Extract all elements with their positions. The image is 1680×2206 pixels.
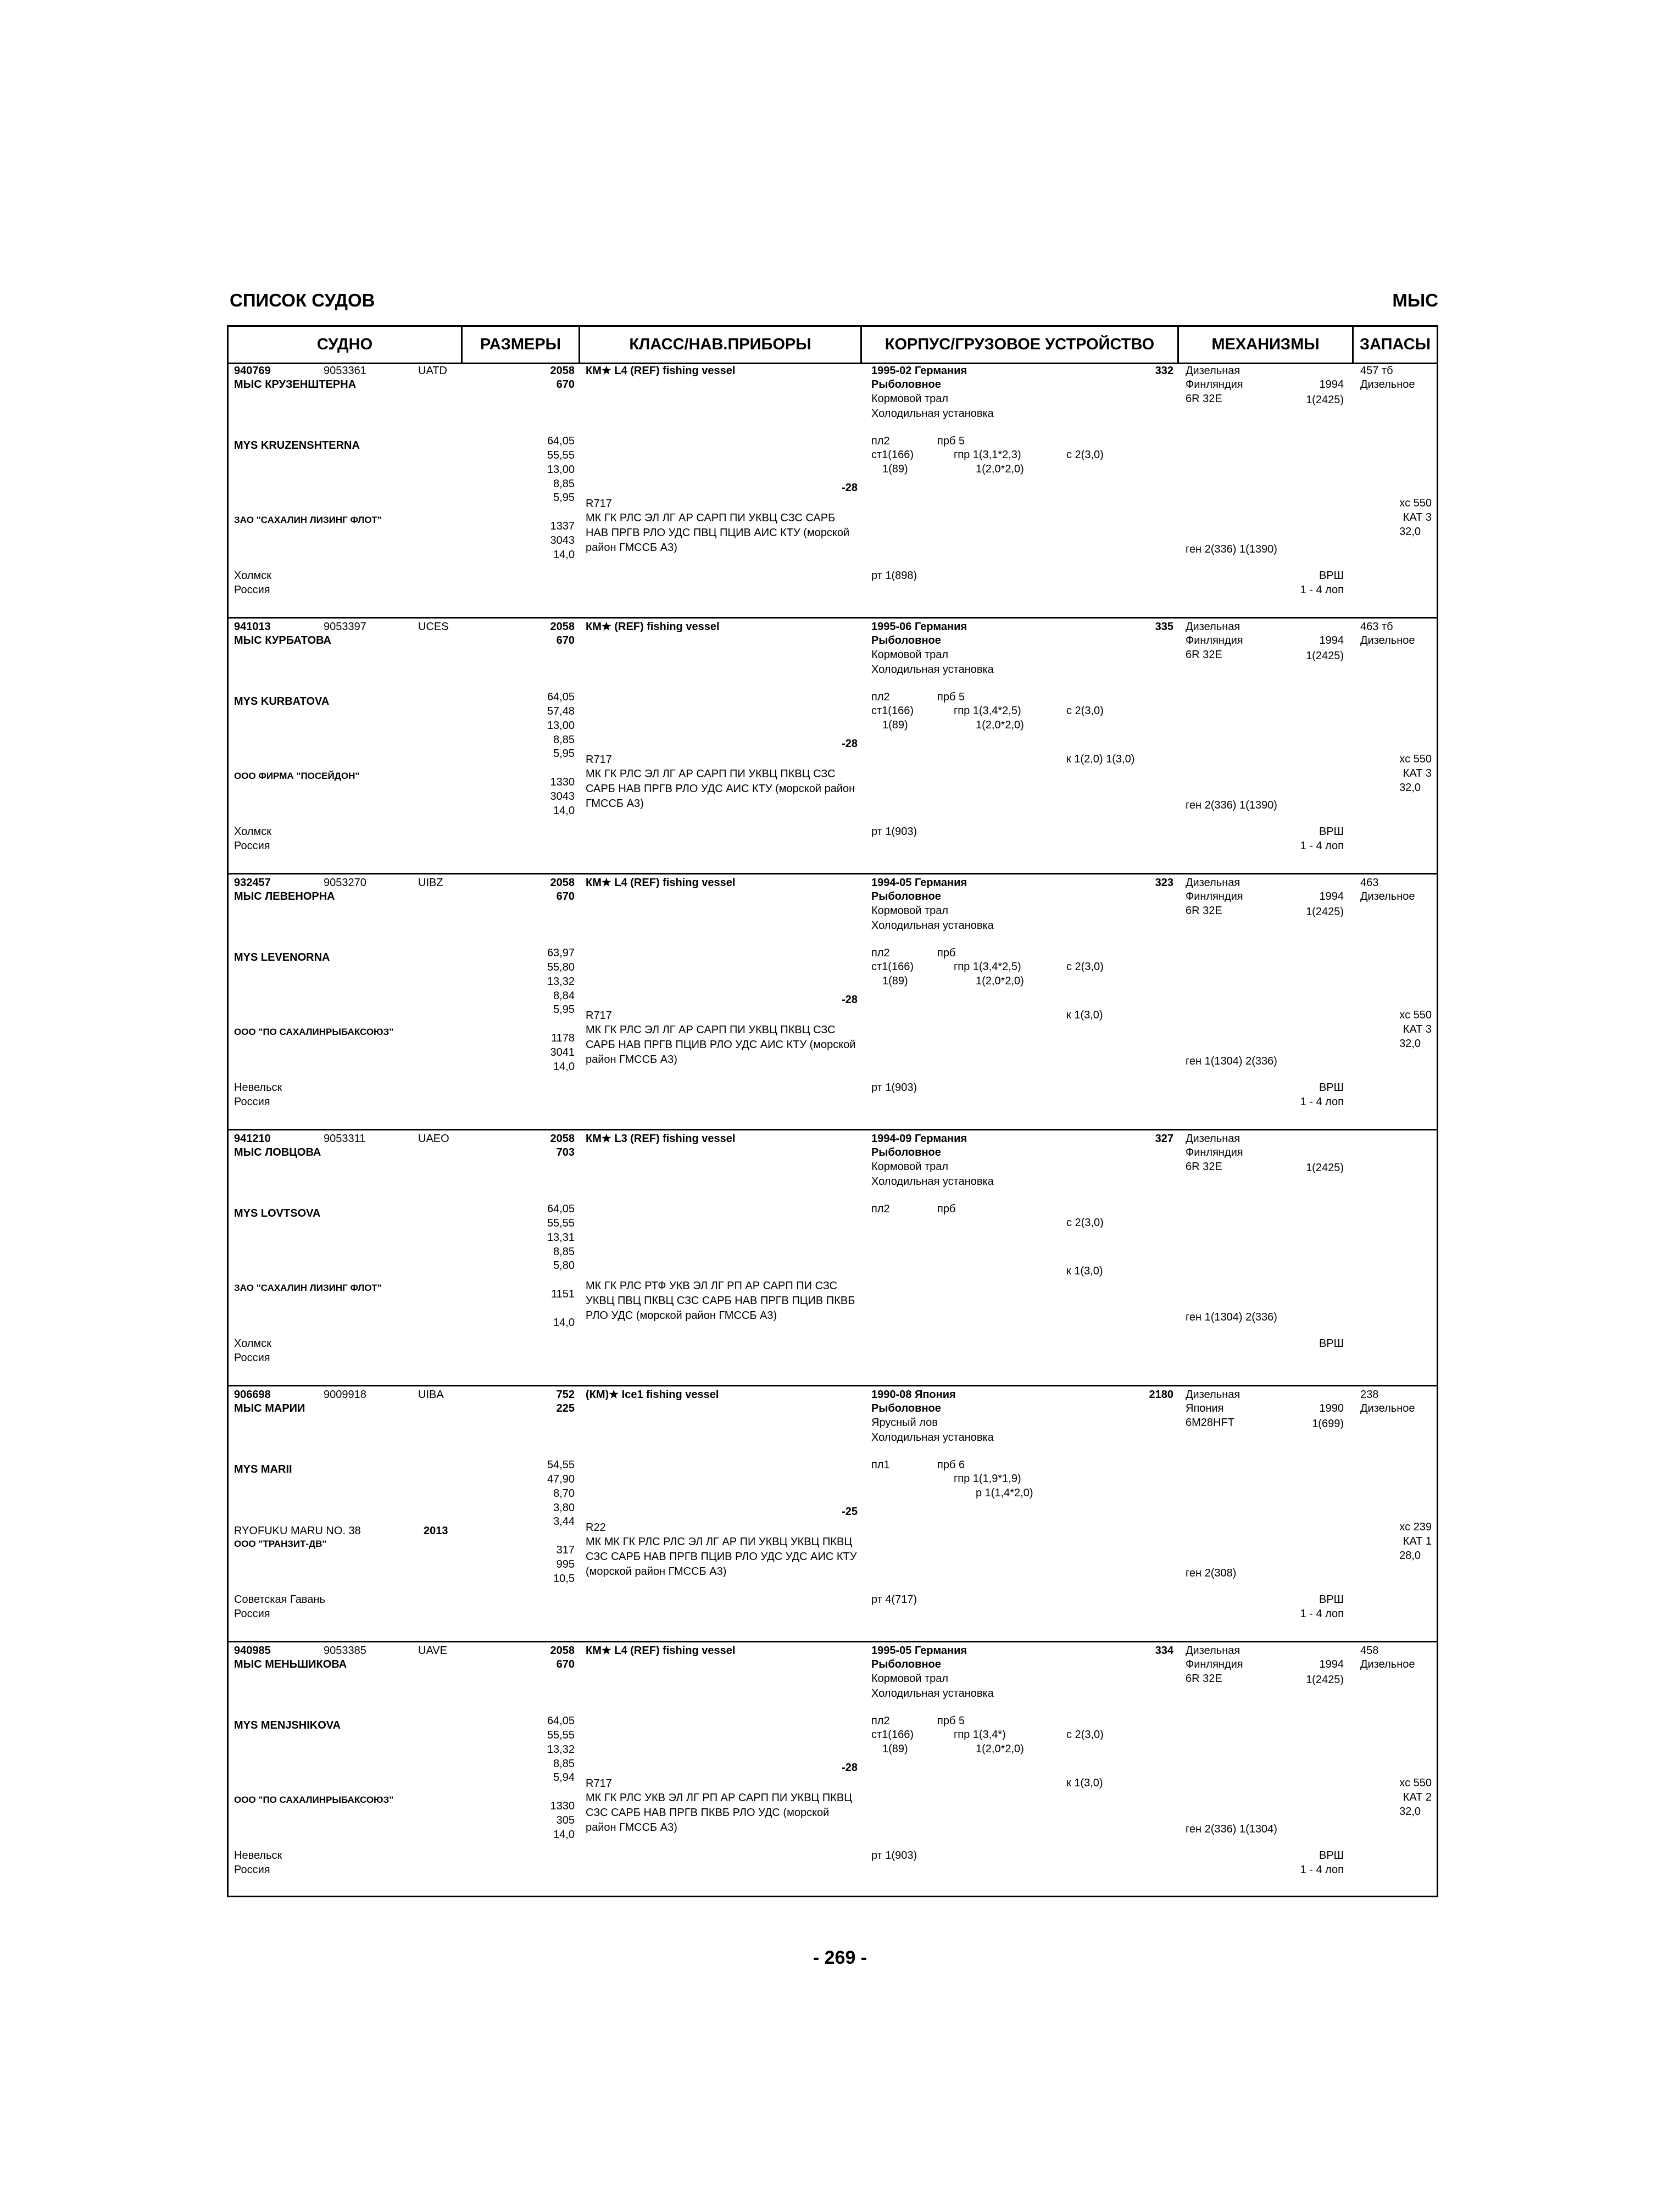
record-prop2: 1 - 4 лоп xyxy=(1300,1608,1344,1620)
record-g8: к 1(3,0) xyxy=(1066,1009,1103,1021)
record-owner: ООО "ПО САХАЛИНРЫБАКСОЮЗ" xyxy=(234,1027,394,1037)
record-eng-year: 1994 xyxy=(1319,890,1344,903)
record-eng-year: 1990 xyxy=(1319,1402,1344,1414)
record-port: Советская Гавань xyxy=(234,1594,325,1606)
record-nav: МК ГК РЛС ЭЛ ЛГ АР САРП ПИ УКВЦ ПКВЦ СЗС САРБ НАВ ПРГВ ПЦИВ РЛО УДС АИС КТУ (морской район ГМССБ А3) xyxy=(586,1024,856,1066)
record-dw1: 1178 xyxy=(550,1032,575,1044)
record-dw1: 1151 xyxy=(550,1288,575,1300)
column-header: ЗАПАСЫ xyxy=(1359,336,1431,353)
record-r: R717 xyxy=(586,1010,612,1022)
record-g4: гпр 1(3,4*2,5) xyxy=(954,961,1021,973)
record-nav: МК МК ГК РЛС РЛС ЭЛ ЛГ АР ПИ УКВЦ УКВЦ ПКВЦ СЗС САРБ НАВ ПРГВ ПЦИВ РЛО УДС УДС АИС КТУ (морской район ГМССБ А3) xyxy=(586,1536,857,1578)
record-owner: ООО "ПО САХАЛИНРЫБАКСОЮЗ" xyxy=(234,1795,394,1805)
record-dim4: 8,85 xyxy=(553,478,575,490)
record-g3: ст1(166) xyxy=(871,961,914,973)
record-g1: пл2 xyxy=(871,947,890,959)
record-dim4: 8,85 xyxy=(553,734,575,746)
record-eng1: Дизельная xyxy=(1186,1389,1240,1401)
record-g2: прб xyxy=(937,1203,956,1215)
record-hc: хс 550 xyxy=(1399,753,1432,765)
record-nav: МК ГК РЛС УКВ ЭЛ ЛГ РП АР САРП ПИ УКВЦ ПКВЦ СЗС САРБ НАВ ПРГВ ПКВБ РЛО УДС (морской район ГМССБ А3) xyxy=(586,1792,853,1834)
record-eng1: Дизельная xyxy=(1186,1133,1240,1145)
record-r: R22 xyxy=(586,1522,606,1534)
record-dim1: 64,05 xyxy=(547,1203,575,1215)
record-hc: хс 550 xyxy=(1399,497,1432,509)
record-g2: прб 5 xyxy=(937,1715,965,1727)
record-dim1: 54,55 xyxy=(547,1459,575,1471)
record-class: КМ★ L3 (REF) fishing vessel xyxy=(586,1133,736,1145)
record-rt: рт 1(903) xyxy=(871,1850,917,1862)
record-hull2: Холодильная установка xyxy=(871,664,994,676)
record-gen: ген 2(308) xyxy=(1186,1567,1237,1579)
record-hc: хс 239 xyxy=(1399,1521,1432,1533)
record-dim5: 5,95 xyxy=(553,1004,575,1016)
record-dim5: 5,95 xyxy=(553,748,575,760)
record-hull1: Ярусный лов xyxy=(871,1417,938,1429)
record-type: Рыболовное xyxy=(871,1146,941,1158)
record-name-lat: MYS MENJSHIKOVA xyxy=(234,1719,341,1731)
record-nt: 670 xyxy=(556,634,575,647)
record-ice: -28 xyxy=(842,738,858,750)
record-g1: пл2 xyxy=(871,435,890,447)
ship-record xyxy=(229,1386,1437,1642)
ship-list-table xyxy=(227,325,1438,1897)
record-dw2: 3043 xyxy=(550,790,575,803)
record-dim1: 64,05 xyxy=(547,1715,575,1727)
record-kat: КАТ 3 xyxy=(1403,767,1432,779)
record-dw2: 3041 xyxy=(550,1046,575,1059)
record-yard-no: 323 xyxy=(1155,877,1173,889)
record-eng-year: 1994 xyxy=(1319,634,1344,647)
record-owner: ЗАО "САХАЛИН ЛИЗИНГ ФЛОТ" xyxy=(234,515,382,525)
record-prop2: 1 - 4 лоп xyxy=(1300,584,1344,596)
record-yard-no: 334 xyxy=(1155,1645,1173,1657)
record-dw1: 317 xyxy=(556,1544,575,1556)
record-spd: 32,0 xyxy=(1399,526,1421,538)
record-country: Россия xyxy=(234,840,270,852)
record-spd: 32,0 xyxy=(1399,1806,1421,1818)
record-g6: 1(89) xyxy=(882,1743,908,1755)
record-type: Рыболовное xyxy=(871,1402,941,1414)
record-eng2: Финляндия xyxy=(1186,1146,1243,1158)
record-g4: гпр 1(1,9*1,9) xyxy=(954,1473,1021,1485)
record-dim2: 55,80 xyxy=(547,961,575,973)
record-fuel1: 463 тб xyxy=(1360,621,1393,633)
record-call: UAVE xyxy=(418,1645,447,1657)
record-spd: 32,0 xyxy=(1399,1038,1421,1050)
record-gt: 2058 xyxy=(550,621,575,633)
record-fuel1: 458 xyxy=(1360,1645,1379,1657)
record-reg-no: 941013 xyxy=(234,621,271,633)
record-dim3: 13,00 xyxy=(547,464,575,476)
record-name-lat: MYS KRUZENSHTERNA xyxy=(234,439,360,452)
record-g6: 1(89) xyxy=(882,719,908,731)
record-yard-no: 2180 xyxy=(1149,1389,1173,1401)
record-dw3: 14,0 xyxy=(553,1317,575,1329)
record-gt: 2058 xyxy=(550,1133,575,1145)
record-g6: 1(89) xyxy=(882,975,908,987)
record-ice: -28 xyxy=(842,1762,858,1774)
record-imo: 9053397 xyxy=(324,621,366,633)
record-yard-no: 335 xyxy=(1155,621,1173,633)
record-eng3: 6R 32E xyxy=(1186,649,1222,661)
record-ice: -25 xyxy=(842,1506,858,1518)
record-g2: прб xyxy=(937,947,956,959)
record-dw3: 14,0 xyxy=(553,1061,575,1073)
record-eng4: 1(699) xyxy=(1312,1418,1344,1430)
record-fuel1: 238 xyxy=(1360,1389,1379,1401)
record-eng-year: 1994 xyxy=(1319,1658,1344,1670)
record-class: КМ★ L4 (REF) fishing vessel xyxy=(586,877,736,889)
record-dim5: 5,80 xyxy=(553,1260,575,1272)
record-dim3: 13,32 xyxy=(547,1743,575,1756)
record-eng-year: 1994 xyxy=(1319,378,1344,391)
record-name-lat: MYS MARII xyxy=(234,1463,292,1475)
record-dim4: 3,80 xyxy=(553,1502,575,1514)
record-dw1: 1330 xyxy=(550,1800,575,1812)
record-prop1: ВРШ xyxy=(1319,1338,1344,1350)
record-class: (КМ)★ Ice1 fishing vessel xyxy=(586,1389,719,1401)
record-owner: ООО ФИРМА "ПОСЕЙДОН" xyxy=(234,771,360,781)
column-header: КОРПУС/ГРУЗОВОЕ УСТРОЙСТВО xyxy=(862,327,1179,363)
record-gt: 2058 xyxy=(550,1645,575,1657)
record-country: Россия xyxy=(234,1608,270,1620)
record-eng4: 1(2425) xyxy=(1306,394,1344,406)
record-gen: ген 2(336) 1(1390) xyxy=(1186,799,1277,811)
record-dw2: 995 xyxy=(556,1558,575,1570)
record-nt: 670 xyxy=(556,890,575,903)
record-port: Невельск xyxy=(234,1850,282,1862)
record-g8: к 1(2,0) 1(3,0) xyxy=(1066,753,1135,765)
record-eng2: Финляндия xyxy=(1186,890,1243,903)
record-call: UIBA xyxy=(418,1389,444,1401)
record-nav: МК ГК РЛС ЭЛ ЛГ АР САРП ПИ УКВЦ ПКВЦ СЗС САРБ НАВ ПРГВ РЛО УДС АИС КТУ (морской район ГМССБ А3) xyxy=(586,768,855,810)
record-gt: 2058 xyxy=(550,877,575,889)
record-call: UAEO xyxy=(418,1133,449,1145)
record-dim1: 64,05 xyxy=(547,691,575,703)
record-hull2: Холодильная установка xyxy=(871,920,994,932)
record-g5: с 2(3,0) xyxy=(1066,1217,1104,1229)
record-r: R717 xyxy=(586,1778,612,1790)
record-g3: ст1(166) xyxy=(871,1729,914,1741)
record-hull2: Холодильная установка xyxy=(871,1687,994,1700)
record-port: Холмск xyxy=(234,1338,271,1350)
record-eng3: 6R 32E xyxy=(1186,1161,1222,1173)
record-fuel2: Дизельное xyxy=(1360,378,1415,391)
record-imo: 9053270 xyxy=(324,877,366,889)
record-eng4: 1(2425) xyxy=(1306,650,1344,662)
record-g2: прб 5 xyxy=(937,435,965,447)
record-prop2: 1 - 4 лоп xyxy=(1300,1096,1344,1108)
record-hull1: Кормовой трал xyxy=(871,649,949,661)
record-gt: 2058 xyxy=(550,365,575,377)
ship-record xyxy=(229,619,1437,874)
ship-record xyxy=(229,1130,1437,1386)
record-dim3: 8,70 xyxy=(553,1488,575,1500)
record-ice: -28 xyxy=(842,482,858,494)
record-dim2: 57,48 xyxy=(547,705,575,717)
record-name-ru: МЫС МАРИИ xyxy=(234,1402,305,1414)
record-dim3: 13,31 xyxy=(547,1232,575,1244)
record-build: 1990-08 Япония xyxy=(871,1389,956,1401)
record-gen: ген 1(1304) 2(336) xyxy=(1186,1055,1277,1067)
record-hull2: Холодильная установка xyxy=(871,1431,994,1444)
record-spd: 28,0 xyxy=(1399,1550,1421,1562)
record-prop1: ВРШ xyxy=(1319,570,1344,582)
record-dim3: 13,00 xyxy=(547,720,575,732)
record-imo: 9053361 xyxy=(324,365,366,377)
record-hull2: Холодильная установка xyxy=(871,1176,994,1188)
record-kat: КАТ 2 xyxy=(1403,1791,1432,1803)
record-gen: ген 1(1304) 2(336) xyxy=(1186,1311,1277,1323)
record-type: Рыболовное xyxy=(871,378,941,391)
page-header-right: МЫС xyxy=(1392,290,1438,310)
record-g7: р 1(1,4*2,0) xyxy=(976,1487,1033,1499)
record-dw2: 3043 xyxy=(550,534,575,547)
record-class: КМ★ L4 (REF) fishing vessel xyxy=(586,365,736,377)
record-spd: 32,0 xyxy=(1399,782,1421,794)
record-reg-no: 940769 xyxy=(234,365,271,377)
record-port: Невельск xyxy=(234,1082,282,1094)
record-prop2: 1 - 4 лоп xyxy=(1300,840,1344,852)
record-call: UATD xyxy=(418,365,447,377)
record-nt: 225 xyxy=(556,1402,575,1414)
record-build: 1995-05 Германия xyxy=(871,1645,967,1657)
record-prop1: ВРШ xyxy=(1319,1082,1344,1094)
record-nt: 703 xyxy=(556,1146,575,1158)
record-reg-no: 941210 xyxy=(234,1133,271,1145)
record-eng1: Дизельная xyxy=(1186,877,1240,889)
record-dw3: 14,0 xyxy=(553,1829,575,1841)
record-class: КМ★ (REF) fishing vessel xyxy=(586,621,720,633)
record-eng2: Финляндия xyxy=(1186,634,1243,647)
record-eng3: 6M28HFT xyxy=(1186,1417,1234,1429)
record-dw3: 10,5 xyxy=(553,1573,575,1585)
ship-record xyxy=(229,1642,1437,1898)
record-g3: ст1(166) xyxy=(871,449,914,461)
page-number: - 269 - xyxy=(813,1947,867,1968)
record-nt: 670 xyxy=(556,1658,575,1670)
record-hull1: Кормовой трал xyxy=(871,905,949,917)
record-g4: гпр 1(3,1*2,3) xyxy=(954,449,1021,461)
record-r: R717 xyxy=(586,498,612,510)
record-name-lat: MYS LOVTSOVA xyxy=(234,1207,321,1219)
record-g1: пл1 xyxy=(871,1459,890,1471)
record-call: UIBZ xyxy=(418,877,443,889)
record-g7: 1(2,0*2,0) xyxy=(976,719,1024,731)
record-dim2: 55,55 xyxy=(547,449,575,461)
record-hull2: Холодильная установка xyxy=(871,408,994,420)
record-fuel2: Дизельное xyxy=(1360,634,1415,647)
record-g1: пл2 xyxy=(871,691,890,703)
record-reg-no: 906698 xyxy=(234,1389,271,1401)
record-g5: с 2(3,0) xyxy=(1066,705,1104,717)
record-g3: ст1(166) xyxy=(871,705,914,717)
ship-record xyxy=(229,874,1437,1130)
record-dim4: 8,85 xyxy=(553,1246,575,1258)
record-owner: ООО "ТРАНЗИТ-ДВ" xyxy=(234,1539,327,1549)
record-hc: хс 550 xyxy=(1399,1009,1432,1021)
record-r: R717 xyxy=(586,754,612,766)
record-dim3: 13,32 xyxy=(547,976,575,988)
record-eng2: Финляндия xyxy=(1186,1658,1243,1670)
column-header: КЛАСС/НАВ.ПРИБОРЫ xyxy=(580,327,862,363)
record-build: 1995-02 Германия xyxy=(871,365,967,377)
record-prev-name: RYOFUKU MARU NO. 38 xyxy=(234,1525,361,1537)
record-nt: 670 xyxy=(556,378,575,391)
record-dim1: 64,05 xyxy=(547,435,575,447)
record-class: КМ★ L4 (REF) fishing vessel xyxy=(586,1645,736,1657)
record-name-ru: МЫС КУРБАТОВА xyxy=(234,634,331,647)
record-g7: 1(2,0*2,0) xyxy=(976,1743,1024,1755)
record-fuel2: Дизельное xyxy=(1360,1658,1415,1670)
record-g5: с 2(3,0) xyxy=(1066,961,1104,973)
record-country: Россия xyxy=(234,1096,270,1108)
record-build: 1994-09 Германия xyxy=(871,1133,967,1145)
record-dim2: 47,90 xyxy=(547,1473,575,1485)
record-g5: с 2(3,0) xyxy=(1066,449,1104,461)
record-type: Рыболовное xyxy=(871,890,941,903)
record-hull1: Кормовой трал xyxy=(871,1673,949,1685)
column-header: СУДНО xyxy=(229,327,463,363)
record-imo: 9053311 xyxy=(324,1133,366,1145)
record-dw1: 1330 xyxy=(550,776,575,788)
record-yard-no: 327 xyxy=(1155,1133,1173,1145)
record-eng1: Дизельная xyxy=(1186,365,1240,377)
record-g6: 1(89) xyxy=(882,463,908,475)
record-reg-no: 940985 xyxy=(234,1645,271,1657)
column-header: РАЗМЕРЫ xyxy=(463,327,580,363)
record-port: Холмск xyxy=(234,826,271,838)
record-g4: гпр 1(3,4*2,5) xyxy=(954,705,1021,717)
record-imo: 9053385 xyxy=(324,1645,366,1657)
record-rt: рт 1(903) xyxy=(871,1082,917,1094)
record-dw3: 14,0 xyxy=(553,549,575,561)
record-hc: хс 550 xyxy=(1399,1777,1432,1789)
record-g1: пл2 xyxy=(871,1715,890,1727)
record-g7: 1(2,0*2,0) xyxy=(976,975,1024,987)
record-dim5: 5,94 xyxy=(553,1772,575,1784)
record-country: Россия xyxy=(234,1864,270,1876)
record-name-ru: МЫС ЛОВЦОВА xyxy=(234,1146,321,1158)
record-call: UCES xyxy=(418,621,449,633)
record-name-ru: МЫС КРУЗЕНШТЕРНА xyxy=(234,378,357,391)
record-dim5: 5,95 xyxy=(553,492,575,504)
record-name-lat: MYS KURBATOVA xyxy=(234,695,330,708)
record-dim4: 8,85 xyxy=(553,1758,575,1770)
record-gen: ген 2(336) 1(1304) xyxy=(1186,1823,1277,1835)
record-rt: рт 1(903) xyxy=(871,826,917,838)
record-eng2: Япония xyxy=(1186,1402,1224,1414)
record-prev-year: 2013 xyxy=(424,1525,448,1537)
column-header-row xyxy=(229,327,1437,364)
record-name-ru: МЫС МЕНЬШИКОВА xyxy=(234,1658,347,1670)
record-fuel2: Дизельное xyxy=(1360,1402,1415,1414)
record-g5: с 2(3,0) xyxy=(1066,1729,1104,1741)
record-dim2: 55,55 xyxy=(547,1217,575,1229)
record-g8: к 1(3,0) xyxy=(1066,1777,1103,1789)
page-header-left: СПИСОК СУДОВ xyxy=(230,290,375,310)
record-dw3: 14,0 xyxy=(553,805,575,817)
record-dw1: 1337 xyxy=(550,520,575,532)
record-kat: КАТ 3 xyxy=(1403,511,1432,523)
record-nav: МК ГК РЛС ЭЛ ЛГ АР САРП ПИ УКВЦ СЗС САРБ НАВ ПРГВ РЛО УДС ПВЦ ПЦИВ АИС КТУ (морской район ГМССБ А3) xyxy=(586,512,850,554)
record-dim1: 63,97 xyxy=(547,947,575,959)
record-hull1: Кормовой трал xyxy=(871,1161,949,1173)
record-eng3: 6R 32E xyxy=(1186,393,1222,405)
record-name-ru: МЫС ЛЕВЕНОРНА xyxy=(234,890,335,903)
record-hull1: Кормовой трал xyxy=(871,393,949,405)
record-type: Рыболовное xyxy=(871,634,941,647)
record-build: 1995-06 Германия xyxy=(871,621,967,633)
record-kat: КАТ 1 xyxy=(1403,1535,1432,1547)
record-reg-no: 932457 xyxy=(234,877,271,889)
record-eng1: Дизельная xyxy=(1186,1645,1240,1657)
record-ice: -28 xyxy=(842,994,858,1006)
record-owner: ЗАО "САХАЛИН ЛИЗИНГ ФЛОТ" xyxy=(234,1283,382,1293)
record-gen: ген 2(336) 1(1390) xyxy=(1186,543,1277,555)
record-build: 1994-05 Германия xyxy=(871,877,967,889)
record-eng3: 6R 32E xyxy=(1186,1673,1222,1685)
record-eng2: Финляндия xyxy=(1186,378,1243,391)
record-eng4: 1(2425) xyxy=(1306,1674,1344,1686)
record-g4: гпр 1(3,4*) xyxy=(954,1729,1006,1741)
record-rt: рт 4(717) xyxy=(871,1594,917,1606)
record-g1: пл2 xyxy=(871,1203,890,1215)
record-fuel1: 463 xyxy=(1360,877,1379,889)
record-dim2: 55,55 xyxy=(547,1729,575,1741)
record-eng4: 1(2425) xyxy=(1306,906,1344,918)
record-name-lat: MYS LEVENORNA xyxy=(234,951,330,963)
ship-record xyxy=(229,363,1437,619)
record-imo: 9009918 xyxy=(324,1389,366,1401)
record-dim5: 3,44 xyxy=(553,1516,575,1528)
record-kat: КАТ 3 xyxy=(1403,1023,1432,1035)
record-fuel1: 457 тб xyxy=(1360,365,1393,377)
record-port: Холмск xyxy=(234,570,271,582)
record-g8: к 1(3,0) xyxy=(1066,1265,1103,1277)
record-fuel2: Дизельное xyxy=(1360,890,1415,903)
record-dw2: 305 xyxy=(556,1814,575,1826)
record-gt: 752 xyxy=(556,1389,575,1401)
record-dim4: 8,84 xyxy=(553,990,575,1002)
record-eng4: 1(2425) xyxy=(1306,1162,1344,1174)
record-type: Рыболовное xyxy=(871,1658,941,1670)
record-prop1: ВРШ xyxy=(1319,826,1344,838)
column-header: МЕХАНИЗМЫ xyxy=(1179,327,1354,363)
record-yard-no: 332 xyxy=(1155,365,1173,377)
record-country: Россия xyxy=(234,1352,270,1364)
record-eng3: 6R 32E xyxy=(1186,905,1222,917)
record-eng1: Дизельная xyxy=(1186,621,1240,633)
record-prop1: ВРШ xyxy=(1319,1850,1344,1862)
record-rt: рт 1(898) xyxy=(871,570,917,582)
record-g7: 1(2,0*2,0) xyxy=(976,463,1024,475)
record-nav: МК ГК РЛС РТФ УКВ ЭЛ ЛГ РП АР САРП ПИ СЗС УКВЦ ПВЦ ПКВЦ СЗС САРБ НАВ ПРГВ ПЦИВ ПКВБ РЛО УДС (морской район ГМССБ А3) xyxy=(586,1280,855,1322)
record-g2: прб 5 xyxy=(937,691,965,703)
record-country: Россия xyxy=(234,584,270,596)
record-prop1: ВРШ xyxy=(1319,1594,1344,1606)
record-g2: прб 6 xyxy=(937,1459,965,1471)
record-prop2: 1 - 4 лоп xyxy=(1300,1864,1344,1876)
